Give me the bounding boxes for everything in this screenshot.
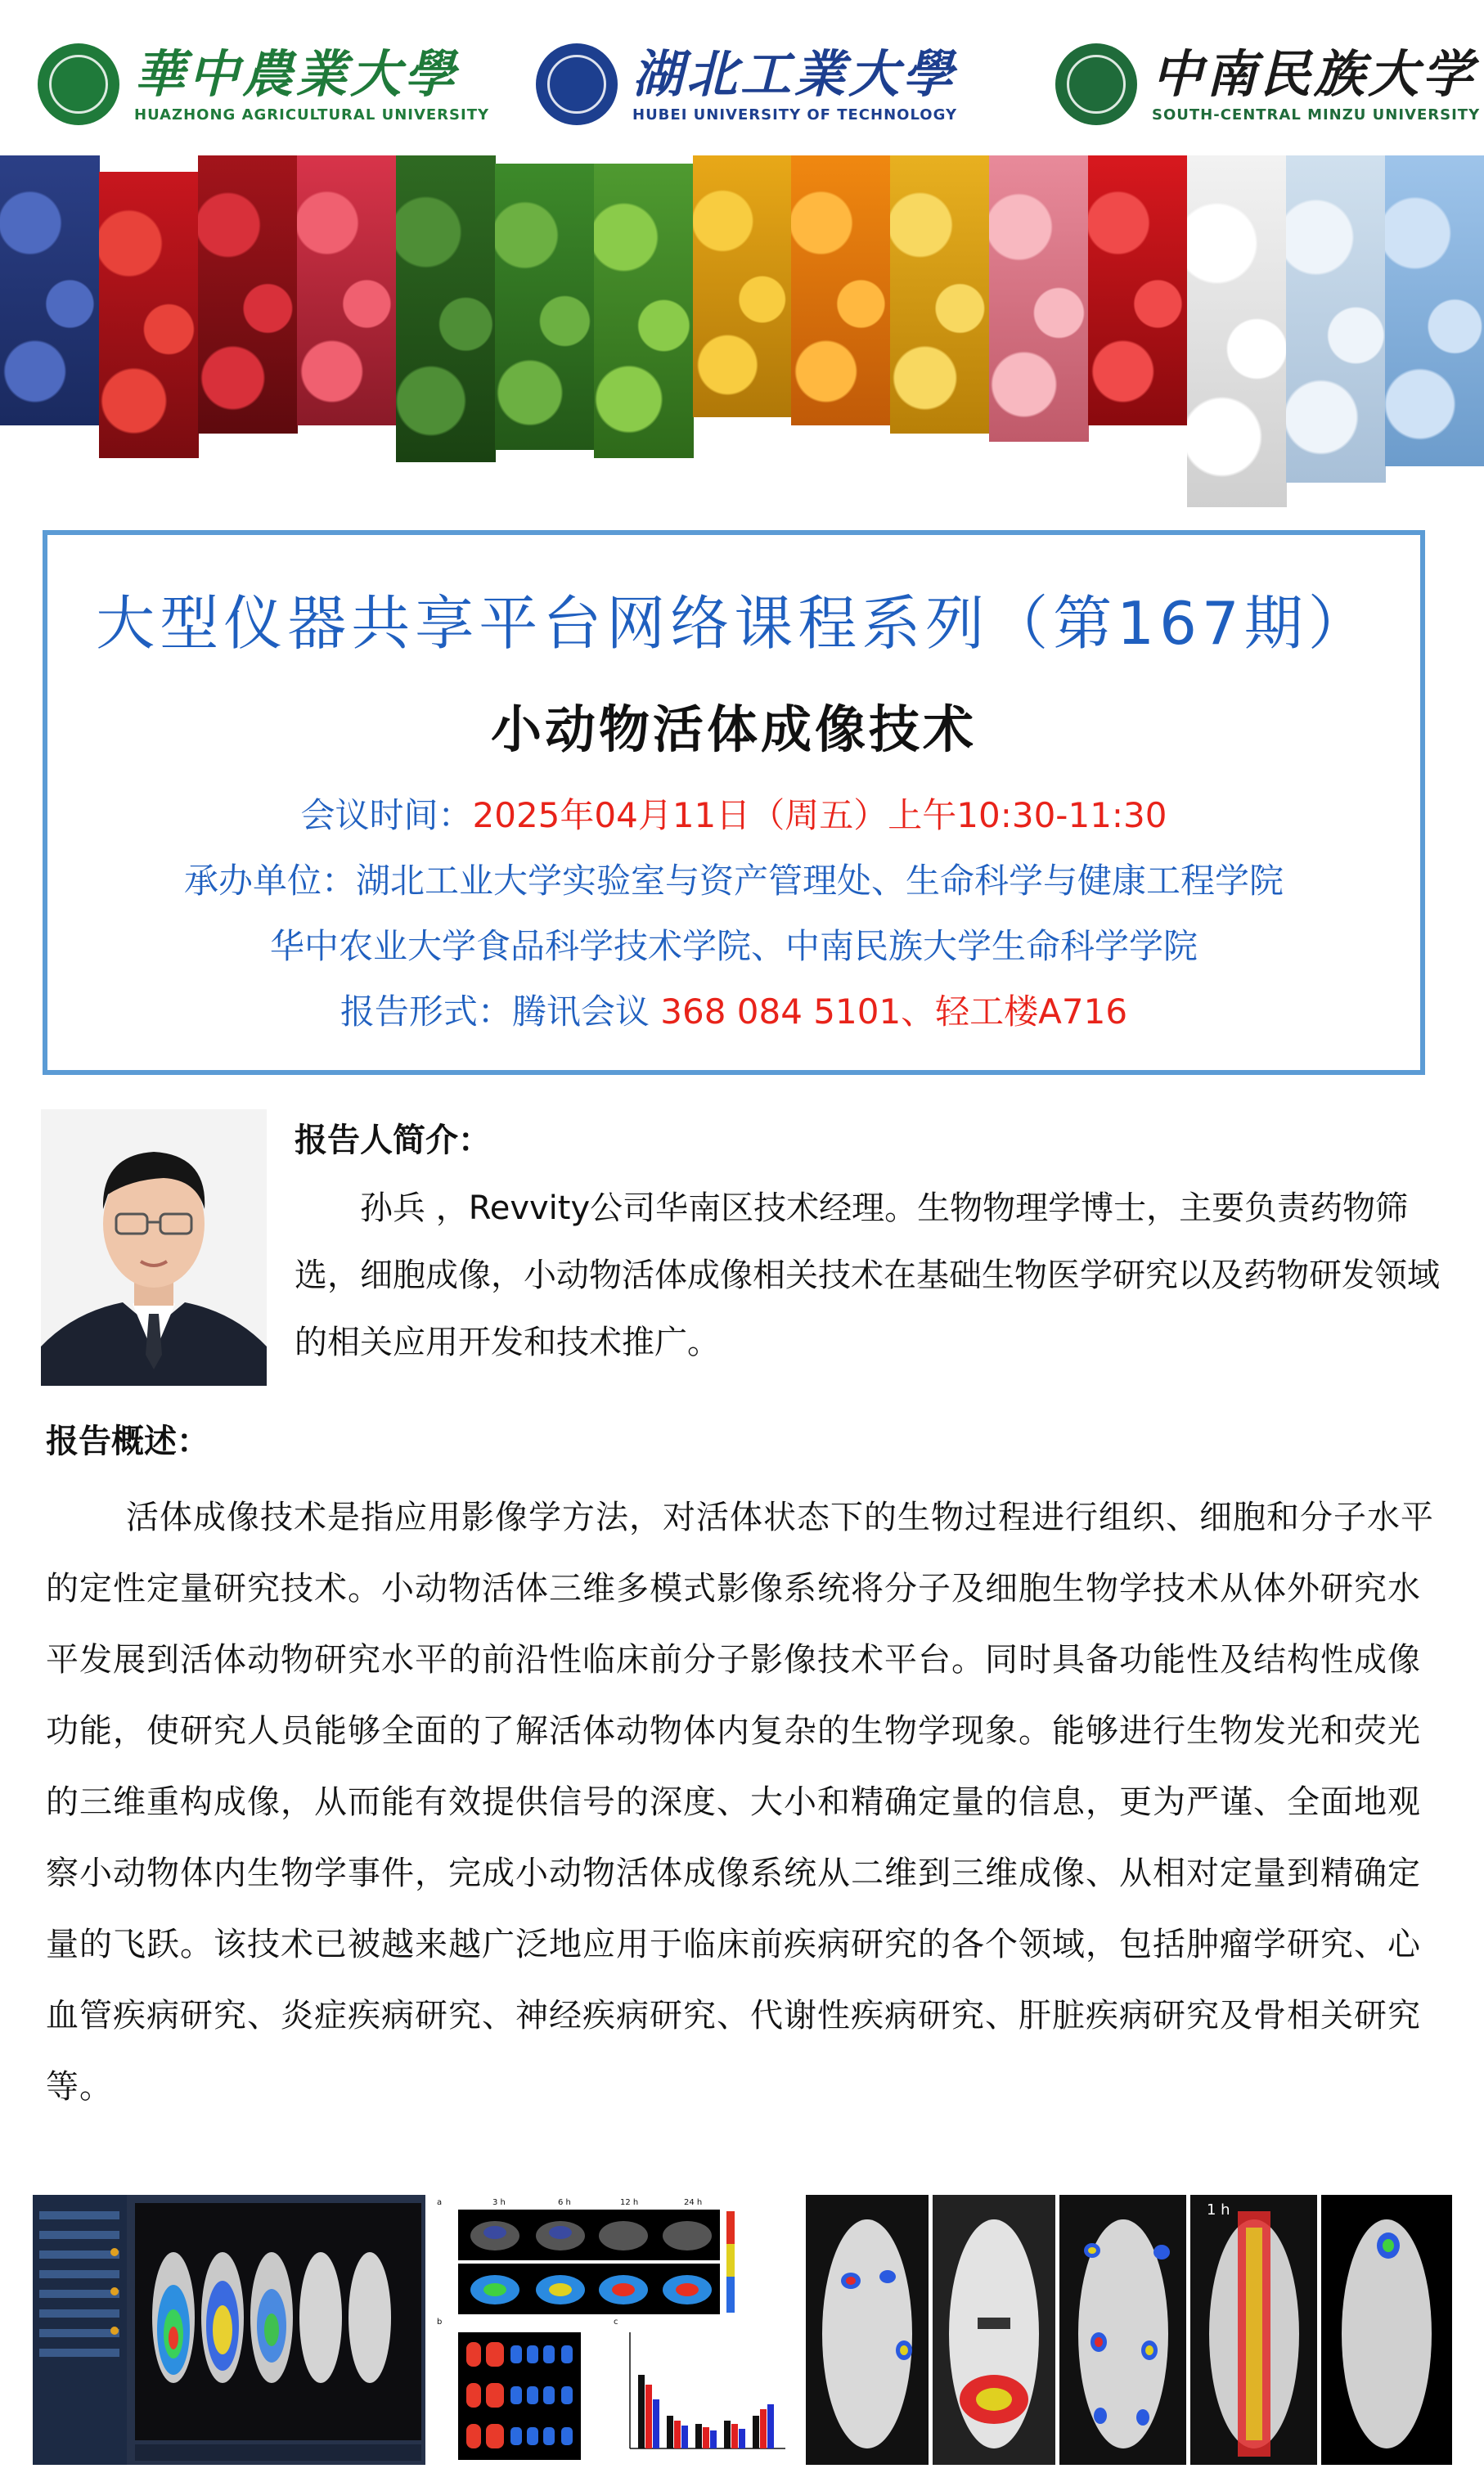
organizer-value-1: 湖北工业大学实验室与资产管理处、生命科学与健康工程学院 xyxy=(356,861,1284,901)
organizer-line-1 xyxy=(47,854,1420,903)
banner-strip xyxy=(693,155,793,417)
organizer-line-2: 华中农业大学食品科学技术学院、中南民族大学生命科学学院 xyxy=(269,926,1198,966)
banner-strip xyxy=(1286,155,1386,483)
fig1-time-0: 3 h xyxy=(492,2198,506,2207)
huazhong-seal-icon xyxy=(38,43,119,125)
meeting-time-label: 会议时间： xyxy=(300,795,473,835)
imaging-software-screenshot xyxy=(33,2195,425,2465)
organizer-label: 承办单位： xyxy=(183,861,356,901)
speaker-bio: 孙兵 ，Revvity公司华南区技术经理。生物物理学博士，主要负责药物筛选，细胞成像，小动物活体成像相关技术在基础生物医学研究以及药物研发领域的相关应用开发和技术推广。 xyxy=(295,1189,1440,1361)
banner-strip xyxy=(0,155,100,425)
banner-strip xyxy=(890,155,990,434)
overview-heading: 报告概述： xyxy=(46,1423,209,1460)
talk-title: 小动物活体成像技术 xyxy=(490,699,977,759)
banner-strip xyxy=(791,155,891,425)
fig1-time-1: 6 h xyxy=(558,2198,571,2207)
event-info-box xyxy=(43,530,1425,1075)
in-vivo-imaging-photos xyxy=(806,2195,1452,2465)
minzu-name-cn: 中南民族大学 xyxy=(1152,43,1477,104)
fig1-time-3: 24 h xyxy=(684,2198,703,2207)
meeting-time xyxy=(47,789,1420,838)
format-label: 报告形式： xyxy=(340,991,512,1032)
banner-strip xyxy=(1088,155,1188,425)
minzu-logo xyxy=(1055,39,1480,129)
speaker-heading: 报告人简介： xyxy=(295,1122,491,1159)
banner-strip xyxy=(1187,155,1287,507)
minzu-seal-icon xyxy=(1055,43,1137,125)
huazhong-name-en: HUAZHONG AGRICULTURAL UNIVERSITY xyxy=(134,106,490,124)
banner-strip xyxy=(594,164,694,458)
meeting-format xyxy=(47,985,1420,1034)
banner-strip xyxy=(297,155,397,425)
fig2-time-label: 1 h xyxy=(1207,2201,1230,2219)
meeting-time-value: 2025年04月11日（周五）上午10:30-11:30 xyxy=(472,795,1167,835)
university-logos xyxy=(0,0,1484,155)
speaker-photo xyxy=(41,1109,267,1386)
banner-strip xyxy=(495,164,595,450)
fig1-time-2: 12 h xyxy=(620,2198,639,2207)
banner-strip xyxy=(198,155,298,434)
banner-strip xyxy=(99,172,199,458)
fluorescence-figure xyxy=(434,2195,794,2465)
hubei-logo xyxy=(536,39,957,129)
huazhong-name-cn: 華中農業大學 xyxy=(134,43,459,104)
food-pills-banner xyxy=(0,155,1484,515)
banner-strip xyxy=(1385,155,1484,466)
fig1-panel-b: b xyxy=(437,2318,443,2327)
format-value: 368 084 5101、轻工楼A716 xyxy=(660,991,1128,1032)
overview-text: 活体成像技术是指应用影像学方法，对活体状态下的生物过程进行组织、细胞和分子水平的定性定量研究技术。小动物活体三维多模式影像系统将分子及细胞生物学技术从体外研究水平发展到活体动物研究水平的前沿性临床前分子影像技术平台。同时具备功能性及结构性成像功能，使研究人员能够全面的了解活体动物体内复杂的生物学现象。能够进行生物发光和荧光的三维重构成像，从而能有效提供信号的深度、大小和精确定量的信息，更为严谨、全面地观察小动物体内生物学事件，完成小动物活体成像系统从二维到三维成像、从相对定量到精确定量的飞跃。该技术已被越来越广泛地应用于临床前疾病研究的各个领域，包括肿瘤学研究、心血管疾病研究、炎症疾病研究、神经疾病研究、代谢性疾病研究、肝脏疾病研究及骨相关研究等。 xyxy=(46,1499,1434,2106)
hubei-name-en: HUBEI UNIVERSITY OF TECHNOLOGY xyxy=(632,106,957,124)
minzu-name-en: SOUTH-CENTRAL MINZU UNIVERSITY xyxy=(1152,106,1481,124)
hubei-seal-icon xyxy=(536,43,618,125)
hubei-name-cn: 湖北工業大學 xyxy=(632,43,957,104)
panel-a-label: a xyxy=(437,2198,443,2207)
banner-strip xyxy=(396,155,496,462)
format-prefix: 腾讯会议 xyxy=(511,991,661,1032)
fig1-panel-c: c xyxy=(614,2318,618,2327)
banner-strip xyxy=(989,155,1089,442)
series-title: 大型仪器共享平台网络课程系列（第167期） xyxy=(96,589,1372,658)
huazhong-logo xyxy=(38,39,489,129)
